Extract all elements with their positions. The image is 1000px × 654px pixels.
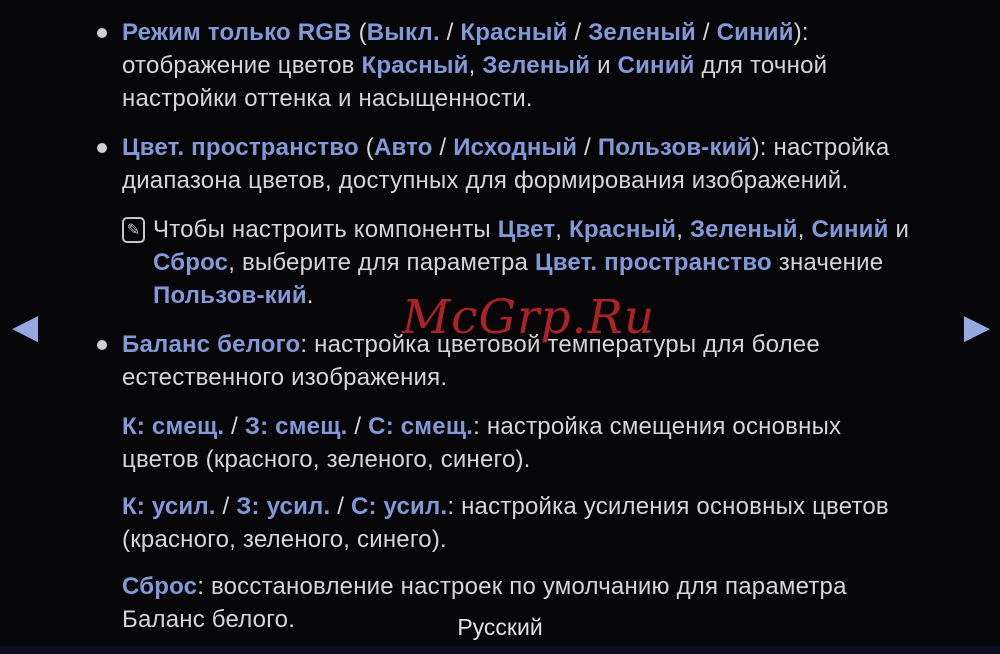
text-run: / [696, 19, 717, 46]
text-run: , [468, 52, 483, 79]
text-run: : настройка смещения основных цветов (красного, зеленого, синего). [122, 413, 842, 473]
setting-term: З: смещ. [244, 413, 348, 440]
text-run: ): настройка диапазона цветов, доступных для формирования изображений. [122, 134, 890, 194]
text-run: : настройка усиления основных цветов (красного, зеленого, синего). [122, 493, 889, 553]
setting-term: Красный [460, 19, 568, 46]
bullet-paragraph [122, 328, 912, 394]
setting-term: Зеленый [588, 19, 696, 46]
setting-term: Синий [811, 216, 889, 243]
bullet-paragraph [122, 131, 912, 197]
setting-term: Режим только RGB [122, 19, 352, 46]
setting-term: С: смещ. [368, 413, 474, 440]
text-run: , [797, 216, 812, 243]
text-run: , выберите для параметра [228, 249, 535, 276]
setting-term: Цвет. пространство [534, 249, 772, 276]
bullet-icon [97, 143, 107, 153]
text-run: : восстановление настроек по умолчанию для параметра Баланс белого. [122, 573, 847, 633]
sub-paragraph [122, 490, 912, 556]
setting-term: Зеленый [482, 52, 591, 79]
text-run: / [432, 134, 454, 161]
watermark-text: McGrp.Ru [402, 290, 656, 345]
text-run: и [590, 52, 618, 79]
prev-page-arrow-icon[interactable]: ◀ [12, 307, 39, 347]
setting-term: Синий [617, 52, 695, 79]
text-run: , [555, 216, 570, 243]
text-run: . [306, 282, 314, 309]
text-run: ( [358, 134, 374, 161]
setting-term: Сброс [153, 249, 229, 276]
setting-term: Сброс [122, 573, 198, 600]
note-icon: ✎ [122, 217, 145, 243]
setting-term: Зеленый [689, 216, 798, 243]
setting-term: Красный [569, 216, 677, 243]
content-area [0, 16, 1000, 650]
note-paragraph [122, 213, 912, 312]
setting-term: Синий [716, 19, 794, 46]
text-run: и [888, 216, 910, 243]
text-run: / [224, 413, 245, 440]
text-run: / [330, 493, 351, 520]
setting-term: З: усил. [236, 493, 331, 520]
setting-term: Пользов-кий [153, 282, 307, 309]
bullet-icon [97, 340, 107, 350]
setting-term: К: смещ. [122, 413, 225, 440]
setting-term: Пользов-кий [597, 134, 752, 161]
setting-term: Красный [361, 52, 469, 79]
text-run: ): отображение цветов [122, 19, 809, 79]
text-run: / [577, 134, 598, 161]
setting-term: С: усил. [350, 493, 448, 520]
text-run: / [567, 19, 589, 46]
setting-term: Исходный [453, 134, 578, 161]
text-run: : настройка цветовой температуры для более естественного изображения. [122, 331, 820, 391]
bullet-icon [97, 28, 107, 38]
text-run: / [215, 493, 237, 520]
language-label: Русский [457, 614, 543, 640]
setting-term: Цвет [497, 216, 556, 243]
text-run: / [439, 19, 461, 46]
text-run: ( [351, 19, 367, 46]
setting-term: Цвет. пространство [122, 134, 359, 161]
bottom-bar [0, 646, 1000, 654]
text-run: для точной настройки оттенка и насыщенности. [122, 52, 828, 112]
text-run: значение [771, 249, 884, 276]
setting-term: Баланс белого [122, 331, 301, 358]
next-page-arrow-icon[interactable]: ▶ [963, 307, 990, 347]
setting-term: К: усил. [122, 493, 216, 520]
text-run: , [676, 216, 690, 243]
text-run: Чтобы настроить компоненты [153, 216, 498, 243]
setting-term: Авто [373, 134, 433, 161]
setting-term: Выкл. [366, 19, 440, 46]
bullet-paragraph [122, 16, 912, 115]
sub-paragraph [122, 410, 912, 476]
text-run: / [347, 413, 369, 440]
